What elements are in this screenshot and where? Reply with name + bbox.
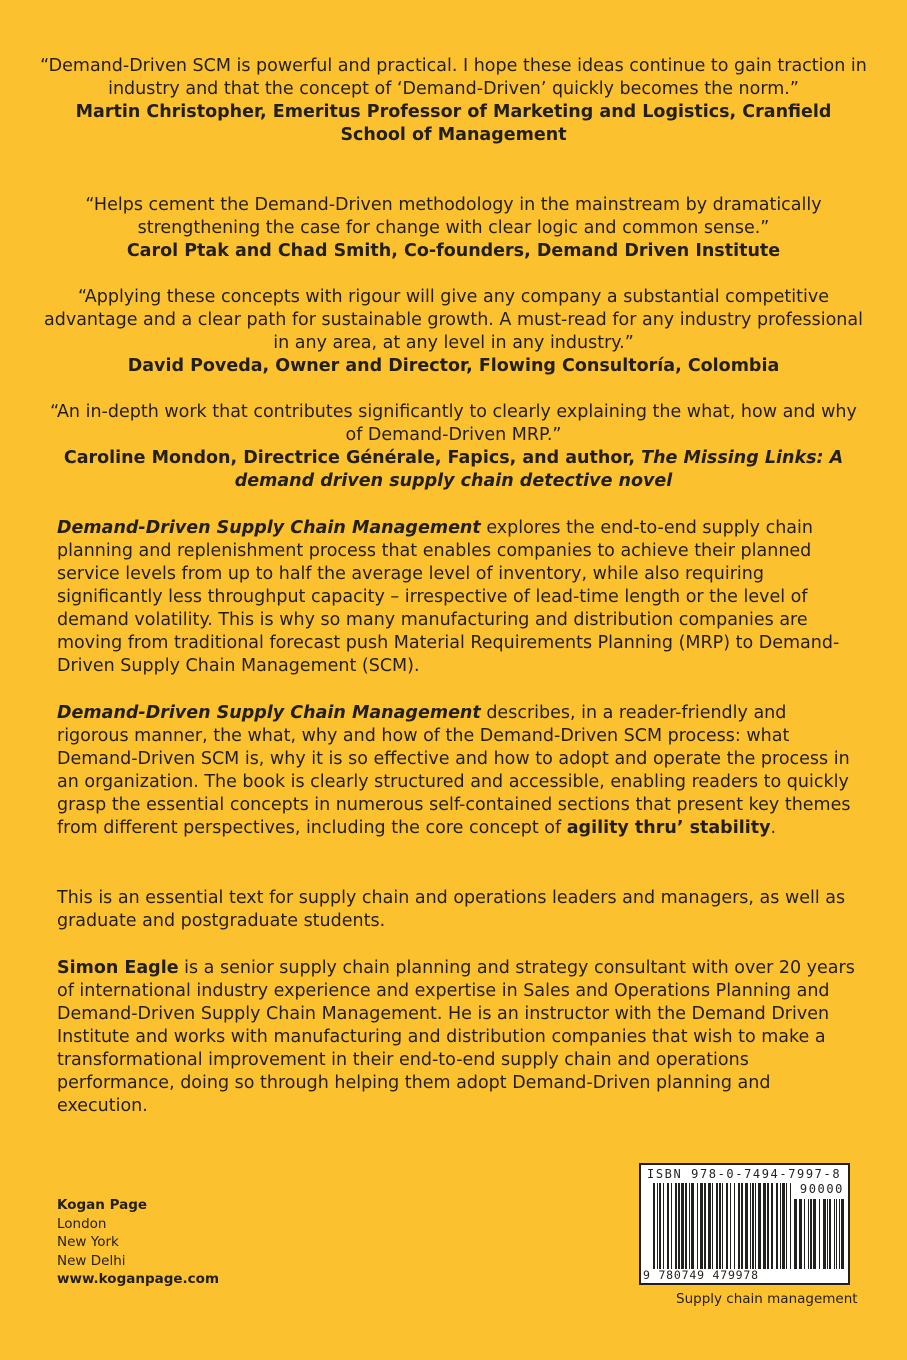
publisher-name: Kogan Page (57, 1197, 148, 1213)
publisher-url: www.koganpage.com (57, 1271, 220, 1287)
barcode-bar (771, 1183, 773, 1269)
barcode-bar (827, 1199, 828, 1269)
description-paragraph (57, 517, 857, 678)
subject-category: Supply chain management (676, 1291, 858, 1307)
ean-digits: 9 780749 479978 (643, 1268, 759, 1282)
book-title: Demand-Driven Supply Chain Management (57, 703, 481, 723)
barcode-bar (836, 1199, 837, 1269)
barcode-bar (675, 1183, 677, 1269)
barcode-bar (700, 1183, 703, 1269)
quote-book-title: The Missing Links: A demand driven supply chain detective novel (234, 448, 844, 491)
endorsement-quote (40, 286, 867, 378)
description-paragraph (57, 702, 857, 840)
barcode-bar (767, 1183, 769, 1269)
barcode-bar (681, 1183, 684, 1269)
endorsement-quote (40, 194, 867, 263)
barcode-bar (685, 1183, 687, 1269)
quote-attribution-block (40, 447, 867, 493)
barcode-bar (712, 1183, 713, 1269)
barcode-bar (667, 1183, 669, 1269)
barcode-bar (834, 1199, 835, 1269)
barcode-bar (689, 1183, 690, 1269)
barcode-bar (763, 1183, 766, 1269)
quote-text: “Demand-Driven SCM is powerful and practical. I hope these ideas continue to gain traction in industry and that the concept of ‘Demand-Driven’ quickly becomes the norm.” (40, 56, 867, 99)
barcode-bar (804, 1199, 805, 1269)
barcode-bar (745, 1183, 748, 1269)
barcode-bar (823, 1199, 826, 1269)
paragraph-text: describes, in a reader-friendly and rigorous manner, the what, why and how of the Demand-Driven SCM process: what Demand-Driven SCM is, why it is so effective and how to adopt and operate the process in an organization. The book is clearly structured and accessible, enabling readers to quickly grasp the essential concepts in numerous self-contained sections that present key themes from different perspectives, including the core concept of (57, 703, 851, 838)
barcode-bar (790, 1183, 791, 1269)
barcode-bar (776, 1183, 778, 1269)
barcode-bar (829, 1199, 831, 1269)
barcode-bar (750, 1183, 751, 1269)
barcode-bar (799, 1199, 802, 1269)
key-concept: agility thru’ stability (566, 818, 771, 838)
audience-paragraph: This is an essential text for supply chain and operations leaders and managers, as well as graduate and postgraduate students. (57, 888, 846, 931)
ean-barcode-bars (653, 1183, 791, 1269)
barcode-bar (839, 1199, 840, 1269)
quote-attribution: Carol Ptak and Chad Smith, Co-founders, Demand Driven Institute (126, 241, 781, 261)
author-bio-text: is a senior supply chain planning and strategy consultant with over 20 years of international industry experience and expertise in Sales and Operations Planning and Demand-Driven Supply Chain Management. He is an instructor with the Demand Driven Institute and works with manufacturing and distribution companies that wish to make a transformational improvement in their end-to-end supply chain and operations performance, doing so through helping them adopt Demand-Driven planning and execution. (57, 958, 855, 1116)
barcode-bar (810, 1199, 812, 1269)
barcode-bar (755, 1183, 756, 1269)
barcode-bar (663, 1183, 664, 1269)
barcode-bar (794, 1199, 797, 1269)
barcode-bar (659, 1183, 661, 1269)
paragraph-text: explores the end-to-end supply chain planning and replenishment process that enables companies to achieve their planned service levels from up to half the average level of inventory, while also requiring significantly less throughput capacity – irrespective of lead-time length or the level of demand volatility. This is why so many manufacturing and distribution companies are moving from traditional forecast push Material Requirements Planning (MRP) to Demand-Driven Supply Chain Management (SCM). (57, 518, 840, 676)
barcode-bar (782, 1183, 785, 1269)
barcode-bar (780, 1183, 781, 1269)
barcode-bar (691, 1183, 694, 1269)
publisher-block (57, 1196, 219, 1289)
endorsement-quote (40, 401, 867, 493)
barcode-bar (678, 1183, 680, 1269)
paragraph-end: . (770, 818, 777, 838)
barcode-bar (657, 1183, 658, 1269)
quote-text: “Helps cement the Demand-Driven methodology in the mainstream by dramatically strengthening the case for change with clear logic and common sense.” (85, 195, 822, 238)
barcode-bar (704, 1183, 706, 1269)
author-name: Simon Eagle (57, 958, 179, 978)
book-title: Demand-Driven Supply Chain Management (57, 518, 481, 538)
barcode-bar (653, 1183, 655, 1269)
quote-attribution: Caroline Mondon, Directrice Générale, Fapics, and author, (63, 448, 636, 468)
barcode-bar (726, 1183, 728, 1269)
quote-text: “An in-depth work that contributes significantly to clearly explaining the what, how and why of Demand-Driven MRP.” (50, 402, 857, 445)
barcode-bar (730, 1183, 731, 1269)
barcode-bar (819, 1199, 820, 1269)
barcode-bar (808, 1199, 809, 1269)
barcode-bar (716, 1183, 718, 1269)
barcode-bar (671, 1183, 672, 1269)
barcode-bar (719, 1183, 721, 1269)
publisher-city: New York (57, 1234, 119, 1250)
barcode-bar (738, 1183, 740, 1269)
isbn-barcode (639, 1163, 850, 1285)
endorsement-quote (40, 55, 867, 147)
barcode-bar (734, 1183, 735, 1269)
barcode-bar (786, 1183, 787, 1269)
barcode-bar (741, 1183, 743, 1269)
barcode-bar (722, 1183, 723, 1269)
barcode-bar (758, 1183, 761, 1269)
quote-attribution: Martin Christopher, Emeritus Professor of Marketing and Logistics, Cranfield School of Management (75, 102, 832, 145)
addon-barcode-bars (794, 1199, 844, 1269)
price-code: 90000 (799, 1182, 844, 1196)
publisher-city: London (57, 1215, 107, 1232)
quote-text: “Applying these concepts with rigour will give any company a substantial competitive advantage and a clear path for sustainable growth. A must-read for any industry professional in any area, at any level in any industry.” (44, 287, 863, 353)
barcode-bar (841, 1199, 844, 1269)
isbn-label: ISBN 978-0-7494-7997-8 (647, 1167, 842, 1181)
quote-attribution: David Poveda, Owner and Director, Flowing Consultoría, Colombia (127, 356, 780, 376)
author-bio (57, 957, 857, 1118)
publisher-city: New Delhi (57, 1252, 126, 1269)
barcode-bar (752, 1183, 754, 1269)
barcode-bar (813, 1199, 816, 1269)
barcode-bar (697, 1183, 698, 1269)
barcode-bar (708, 1183, 711, 1269)
